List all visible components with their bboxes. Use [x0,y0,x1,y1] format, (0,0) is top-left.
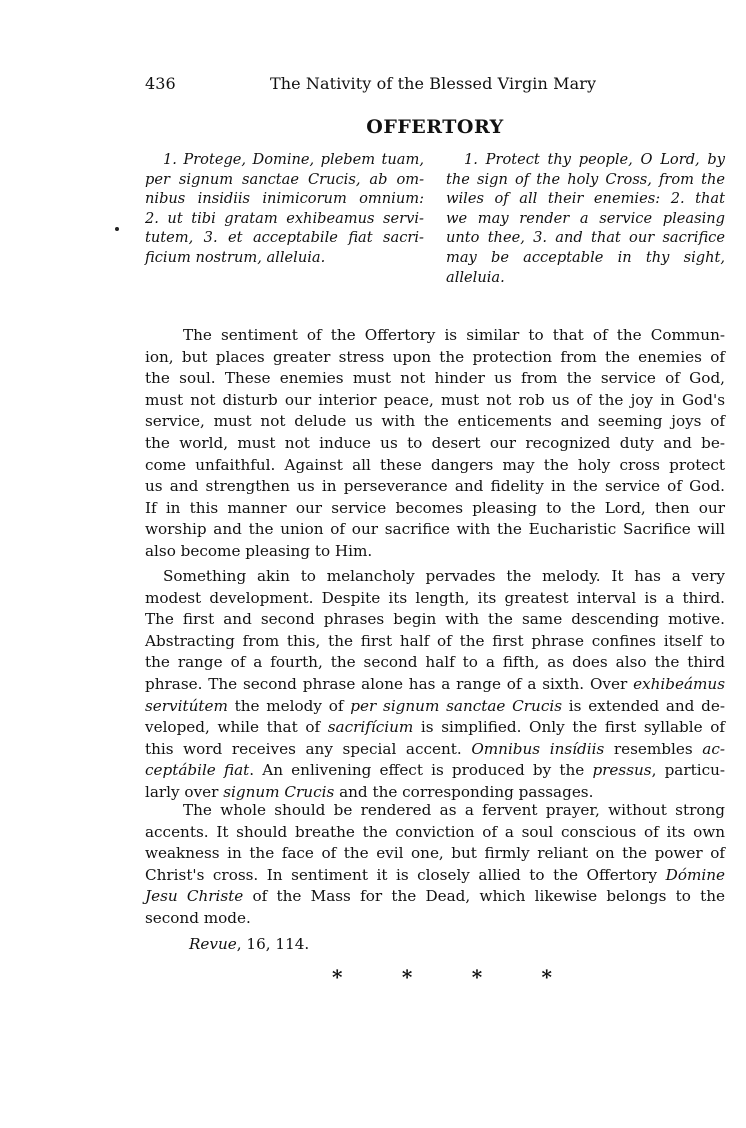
text-run: the melody of [227,696,351,715]
paragraph-melody [145,566,725,804]
text-run: and the corresponding passages. [334,782,594,801]
paragraph-line [145,760,725,782]
paragraph-line: The first and second phrases begin with the same descending motive. [145,610,725,629]
section-heading: OFFERTORY [366,116,504,138]
paragraph-line: accents. It should breathe the conviction of a soul conscious of its own [145,822,725,841]
latin-column [145,150,424,268]
paragraph-line: worship and the union of our sacrifice with the Eucharistic Sacrifice will [145,520,725,539]
text-run: of the Mass for the Dead, which likewise belongs to the [243,887,725,906]
paragraph-line: If in this manner our service becomes pleasing to the Lord, then our [145,498,725,517]
paragraph-line: service, must not delude us with the enticements and seeming joys of [145,412,725,431]
paragraph-line: second mode. [145,908,251,927]
paragraph-line [145,717,725,739]
asterisk: * [401,965,413,989]
paragraph-line: also become pleasing to Him. [145,541,373,560]
paragraph-line [145,739,725,761]
latin-line: tutem, 3. et acceptabile fiat sacri- [145,229,424,247]
page-number: 436 [145,74,176,93]
latin-term: pressus [592,761,652,780]
latin-term: sacrifícium [327,718,414,737]
latin-line: per signum sanctae Crucis, ab om- [145,170,424,188]
english-line: the sign of the holy Cross, from the [446,170,725,188]
running-title: The Nativity of the Blessed Virgin Mary [270,74,597,93]
paragraph-offertory-sentiment [145,325,725,563]
text-run: veloped, while that of [145,718,328,737]
english-column [446,150,725,287]
paragraph-line [145,674,725,696]
text-run: is extended and de- [562,696,725,715]
paragraph-line: Abstracting from this, the first half of the first phrase confines itself to [145,631,725,650]
latin-term: exhibeámus [633,674,725,693]
paragraph-line: the world, must not induce us to desert our recognized duty and be- [145,433,725,452]
english-line: 1. Protect thy people, O Lord, by [464,151,725,168]
text-run: is simplified. Only the first syllable of [413,718,725,737]
english-line: we may render a service pleasing [446,209,725,227]
latin-line: 1. Protege, Domine, plebem tuam, [163,151,424,168]
latin-line: nibus insidiis inimicorum omnium: [145,190,424,208]
paragraph-line: the soul. These enemies must not hinder us from the service of God, [145,369,725,388]
paragraph-line: modest development. Despite its length, its greatest interval is a third. [145,588,725,607]
paragraph-line: us and strengthen us in perseverance and fidelity in the service of God. [145,477,725,496]
latin-term: servitútem [145,696,228,715]
paragraph-line [145,696,725,718]
source-reference [189,935,309,953]
latin-term: Jesu Christe [145,887,244,906]
asterisk: * [471,965,483,989]
paragraph-line [145,865,725,887]
english-line: may be acceptable in thy sight, [446,248,725,266]
journal-title: Revue [189,935,237,953]
paragraph-line: come unfaithful. Against all these dangers may the holy cross protect [145,455,725,474]
paragraph-line: Something akin to melancholy pervades the melody. It has a very [163,567,725,585]
latin-term: ac- [702,739,725,758]
parallel-text [145,150,725,310]
text-run: , particu- [651,761,725,780]
paragraph-line: The sentiment of the Offertory is similar to that of the Commun- [183,326,725,344]
latin-term: signum Crucis [223,782,335,801]
paragraph-line: must not disturb our interior peace, must not rob us of the joy in God's [145,390,725,409]
latin-term: ceptábile fiat [145,761,250,780]
text-run: Christ's cross. In sentiment it is closely allied to the Offertory [145,865,666,884]
latin-term: Dómine [665,865,725,884]
paragraph-line: the range of a fourth, the second half to a fifth, as does also the third [145,653,725,672]
paragraph-line: weakness in the face of the evil one, but firmly reliant on the power of [145,844,725,863]
latin-line: 2. ut tibi gratam exhibeamus servi- [145,209,424,227]
latin-term: per signum sanctae Crucis [350,696,562,715]
english-line: wiles of all their enemies: 2. that [446,190,725,208]
asterisk: * [541,965,552,989]
latin-line: ficium nostrum, alleluia. [145,248,326,266]
text-run: this word receives any special accent. [145,739,472,758]
paragraph-line: ion, but places greater stress upon the protection from the enemies of [145,347,725,366]
latin-term: Omnibus insídiis [471,739,605,758]
text-run: resembles [604,739,703,758]
citation: , 16, 114. [236,935,310,953]
paragraph-line: The whole should be rendered as a fervent prayer, without strong [183,801,725,819]
paragraph-rendering [145,800,725,930]
text-run: . An enlivening effect is produced by the [249,761,593,780]
paragraph-line [145,886,725,908]
text-run: larly over [145,782,224,801]
english-line: alleluia. [446,268,505,286]
asterisk: * [332,965,343,989]
text-run: phrase. The second phrase alone has a range of a sixth. Over [145,674,634,693]
section-break [332,965,552,989]
english-line: unto thee, 3. and that our sacrifice [446,229,725,247]
margin-mark [115,227,119,231]
